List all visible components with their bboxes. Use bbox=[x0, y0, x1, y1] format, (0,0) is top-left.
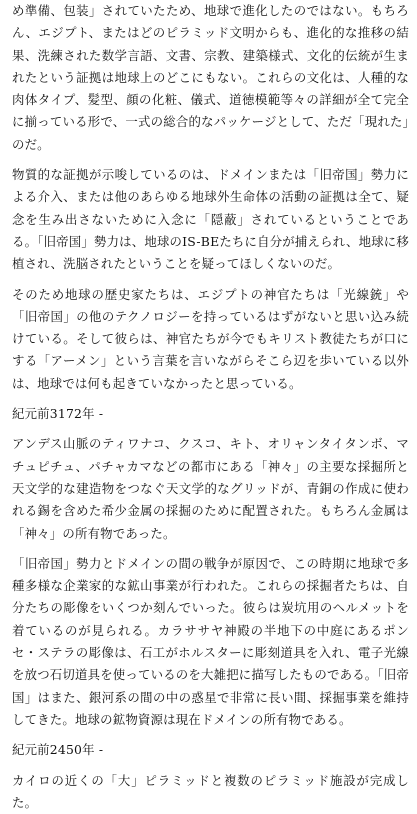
paragraph-egypt-cultures: め準備、包装」されていたため、地球で進化したのではない。もちろん、エジプト、またはどのピラミッド文明からも、進化的な推移の結果、洗練された数学言語、文書、宗教、建築様式、文化的伝統が生まれたという証拠は地球上のどこにもない。これらの文化は、人種的な肉体タイプ、髪型、顔の化粧、儀式、道徳模範等々の詳細が全て完全に揃っている形で、一式の総合的なパッケージとして、ただ「現れた」のだ。 bbox=[12, 0, 409, 156]
paragraph-mining-war: 「旧帝国」勢力とドメインの間の戦争が原因で、この時期に地球で多種多様な企業家的な鉱山事業が行われた。これらの採掘者たちは、自分たちの彫像をいくつか刻んでいった。彼らは炭坑用のヘルメットを着ているのが見られる。カラササヤ神殿の半地下の中庭にあるポンセ・ステラの彫像は、石工がホルスターに彫刻道具を入れ、電子光線を放つ石切道具を使っているのを大雑把に描写したものである。「旧帝国」はまた、銀河系の間の中の惑星で非常に長い間、採掘事業を維持してきた。地球の鉱物資源は現在ドメインの所有物である。 bbox=[12, 553, 409, 731]
paragraph-historians: そのため地球の歴史家たちは、エジプトの神官たちは「光線銃」や「旧帝国」の他のテクノロジーを持っているはずがないと思い込み続けている。そして彼らは、神官たちが今でもキリスト教徒たちが口にする「アーメン」という言葉を言いながらそこら辺を歩いている以外は、地球では何も起きていなかったと思っている。 bbox=[12, 284, 409, 395]
paragraph-great-pyramid: カイロの近くの「大」ピラミッドと複数のピラミッド施設が完成した。 bbox=[12, 770, 409, 814]
paragraph-andes-grid: アンデス山脈のティワナコ、クスコ、キト、オリャンタイタンボ、マチュピチュ、パチャカマなどの都市にある「神々」の主要な採掘所と天文学的な建造物をつなぐ天文学的なグリッドが、青銅の作成に使われる錫を含めた希少金属の採掘のために配置された。もちろん金属は「神々」の所有物であった。 bbox=[12, 433, 409, 544]
paragraph-material-evidence: 物質的な証拠が示唆しているのは、ドメインまたは「旧帝国」勢力による介入、または他のあらゆる地球外生命体の活動の証拠は全て、疑念を生み出さないために入念に「隠蔽」されているということである。「旧帝国」勢力は、地球のIS-BEたちに自分が捕えられ、地球に移植され、洗脳されたということを疑ってほしくないのだ。 bbox=[12, 164, 409, 275]
date-heading-3172bc: 紀元前3172年 - bbox=[12, 403, 409, 425]
date-heading-2450bc: 紀元前2450年 - bbox=[12, 739, 409, 761]
